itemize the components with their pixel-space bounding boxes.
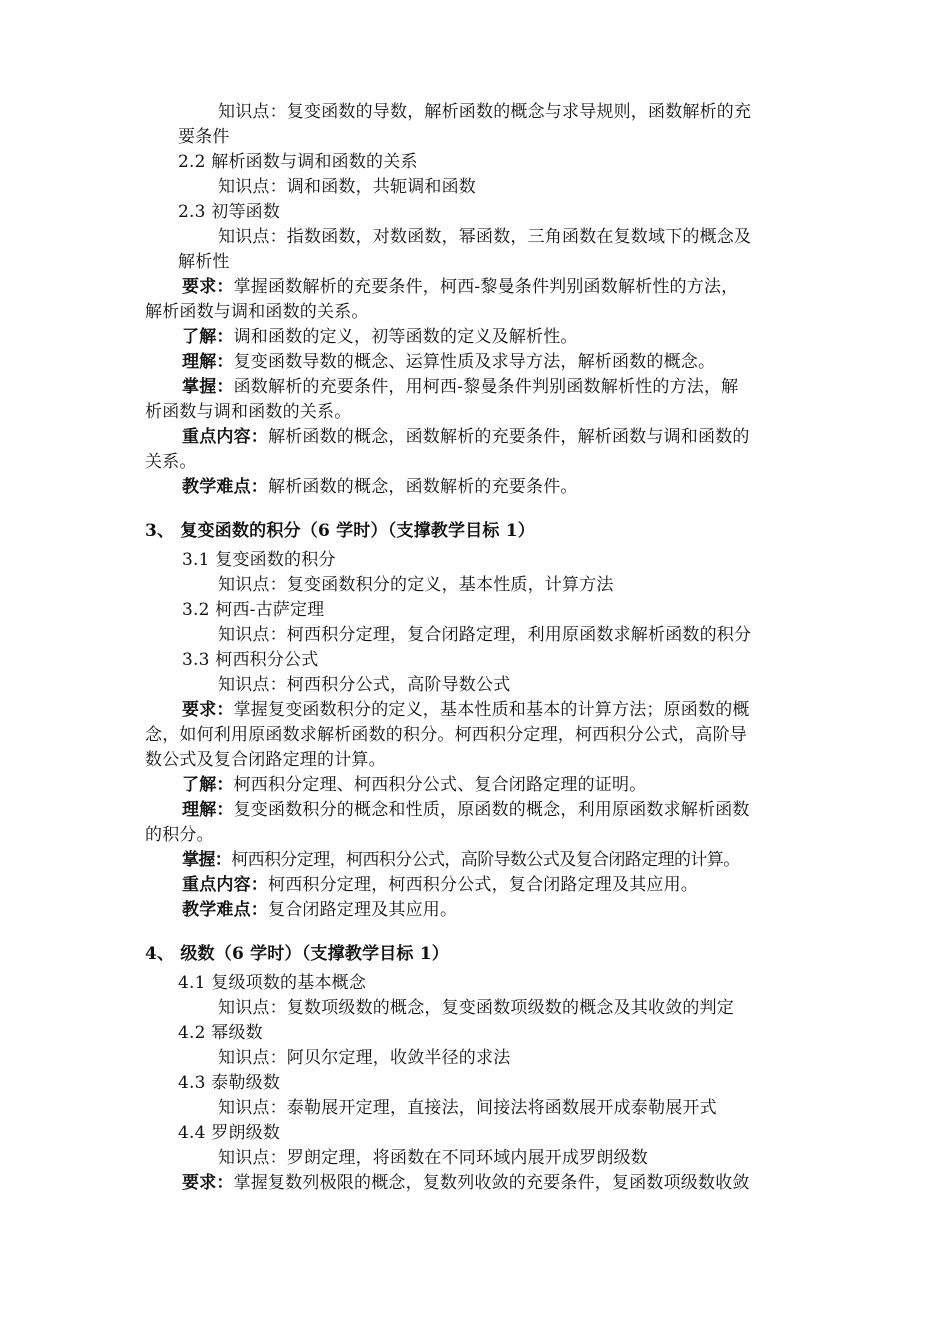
paragraph-continuation: 析函数与调和函数的关系。 xyxy=(145,402,352,422)
knowledge-points-line: 知识点：调和函数，共轭调和函数 xyxy=(218,177,476,197)
requirements-paragraph: 要求：掌握复变函数积分的定义，基本性质和基本的计算方法；原函数的概 xyxy=(182,700,750,720)
knowledge-points-line: 知识点：复变函数积分的定义，基本性质，计算方法 xyxy=(218,575,614,595)
knowledge-points-line: 知识点：复数项级数的概念，复变函数项级数的概念及其收敛的判定 xyxy=(218,998,734,1018)
knowledge-points-continuation: 要条件 xyxy=(178,127,230,147)
comprehend-label: 理解： xyxy=(182,800,234,820)
requirements-paragraph: 要求：掌握复数列极限的概念，复数列收敛的充要条件，复函数项级数收敛 xyxy=(182,1173,750,1193)
subsection-title: 4.3 泰勒级数 xyxy=(178,1073,281,1093)
knowledge-points-line: 知识点：泰勒展开定理，直接法，间接法将函数展开成泰勒展开式 xyxy=(218,1098,717,1118)
master-label: 掌握： xyxy=(182,850,232,870)
subsection-title: 4.2 幂级数 xyxy=(178,1023,263,1043)
requirements-paragraph: 要求：掌握函数解析的充要条件，柯西-黎曼条件判别函数解析性的方法， xyxy=(182,277,739,297)
paragraph-continuation: 解析函数与调和函数的关系。 xyxy=(145,302,369,322)
paragraph-continuation: 关系。 xyxy=(145,452,197,472)
knowledge-points-line: 知识点：罗朗定理，将函数在不同环域内展开成罗朗级数 xyxy=(218,1148,648,1168)
teaching-difficulty-label: 教学难点： xyxy=(182,900,268,920)
comprehend-label: 理解： xyxy=(182,352,234,372)
knowledge-points-line: 知识点：柯西积分定理，复合闭路定理，利用原函数求解析函数的积分 xyxy=(218,625,752,645)
teaching-difficulty-paragraph: 教学难点：复合闭路定理及其应用。 xyxy=(182,900,458,920)
key-content-label: 重点内容： xyxy=(182,875,268,895)
master-label: 掌握： xyxy=(182,377,234,397)
section-heading-4: 4、 级数（6 学时）（支撑教学目标 1） xyxy=(145,944,449,964)
comprehend-paragraph: 理解：复变函数导数的概念、运算性质及求导方法，解析函数的概念。 xyxy=(182,352,716,372)
comprehend-paragraph: 理解：复变函数积分的概念和性质，原函数的概念，利用原函数求解析函数 xyxy=(182,800,750,820)
knowledge-points-line: 知识点：复变函数的导数，解析函数的概念与求导规则，函数解析的充 xyxy=(218,102,752,122)
subsection-title: 3.3 柯西积分公式 xyxy=(182,650,319,670)
knowledge-points-continuation: 解析性 xyxy=(178,252,230,272)
paragraph-continuation: 数公式及复合闭路定理的计算。 xyxy=(145,750,386,770)
teaching-difficulty-paragraph: 教学难点：解析函数的概念，函数解析的充要条件。 xyxy=(182,477,578,497)
key-content-paragraph: 重点内容：柯西积分定理，柯西积分公式，复合闭路定理及其应用。 xyxy=(182,875,698,895)
requirements-label: 要求： xyxy=(182,1173,234,1193)
section-heading-3: 3、 复变函数的积分（6 学时）（支撑教学目标 1） xyxy=(145,521,535,541)
understand-basic-label: 了解： xyxy=(182,775,234,795)
paragraph-continuation: 的积分。 xyxy=(145,825,214,845)
paragraph-continuation: 念，如何利用原函数求解析函数的积分。柯西积分定理，柯西积分公式，高阶导 xyxy=(145,725,747,745)
key-content-label: 重点内容： xyxy=(182,427,268,447)
teaching-difficulty-label: 教学难点： xyxy=(182,477,268,497)
master-paragraph: 掌握：函数解析的充要条件，用柯西-黎曼条件判别函数解析性的方法，解 xyxy=(182,377,739,397)
subsection-title: 4.1 复级项数的基本概念 xyxy=(178,973,367,993)
subsection-title: 2.2 解析函数与调和函数的关系 xyxy=(178,152,418,172)
understand-basic-label: 了解： xyxy=(182,327,234,347)
key-content-paragraph: 重点内容：解析函数的概念，函数解析的充要条件，解析函数与调和函数的 xyxy=(182,427,750,447)
requirements-label: 要求： xyxy=(182,277,234,297)
requirements-label: 要求： xyxy=(182,700,234,720)
subsection-title: 4.4 罗朗级数 xyxy=(178,1123,281,1143)
understand-basic-paragraph: 了解：柯西积分定理、柯西积分公式、复合闭路定理的证明。 xyxy=(182,775,647,795)
subsection-title: 2.3 初等函数 xyxy=(178,202,281,222)
master-paragraph: 掌握：柯西积分定理，柯西积分公式，高阶导数公式及复合闭路定理的计算。 xyxy=(182,850,740,870)
knowledge-points-line: 知识点：指数函数，对数函数，幂函数，三角函数在复数域下的概念及 xyxy=(218,227,752,247)
understand-basic-paragraph: 了解：调和函数的定义，初等函数的定义及解析性。 xyxy=(182,327,578,347)
subsection-title: 3.2 柯西-古萨定理 xyxy=(182,600,325,620)
knowledge-points-line: 知识点：柯西积分公式，高阶导数公式 xyxy=(218,675,511,695)
subsection-title: 3.1 复变函数的积分 xyxy=(182,550,336,570)
knowledge-points-line: 知识点：阿贝尔定理，收敛半径的求法 xyxy=(218,1048,511,1068)
